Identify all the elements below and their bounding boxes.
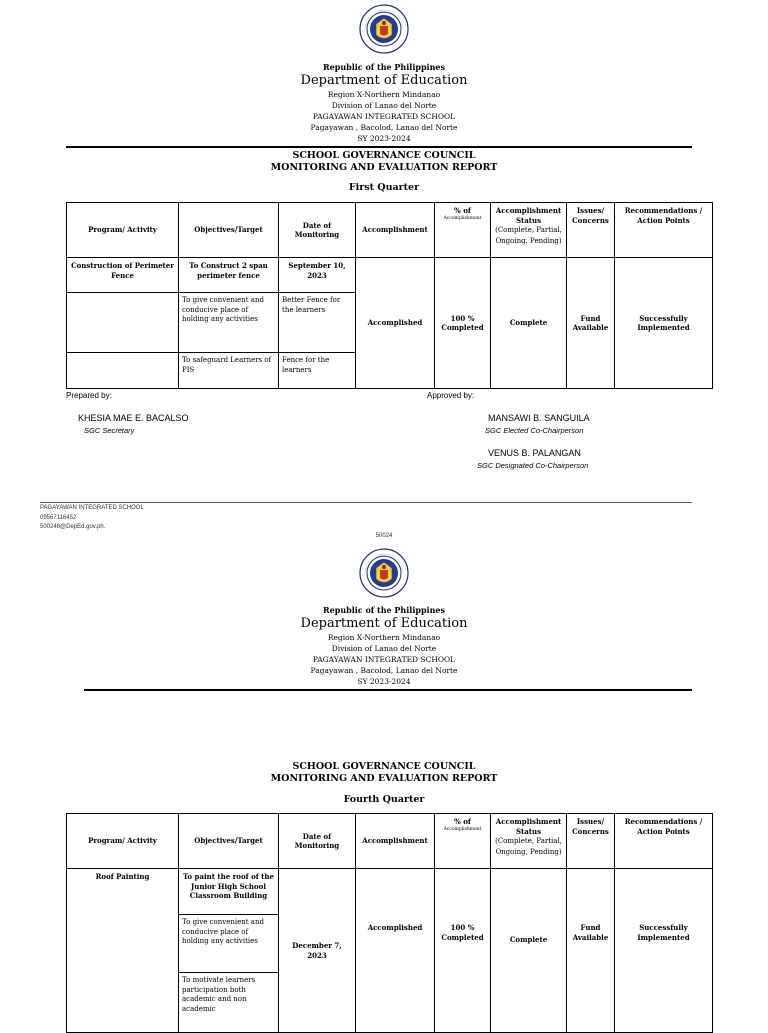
approved-by-label: Approved by: [427, 391, 475, 400]
sy-text: SY 2023-2024 [357, 677, 411, 686]
program-cell: Construction of Perimeter Fence [67, 258, 179, 293]
table-row [67, 869, 713, 915]
col-status-sub: (Complete, Partial, Ongoing, Pending) [495, 837, 562, 856]
letterhead [0, 62, 768, 144]
footer-contact [40, 504, 144, 533]
col-status-main: Accomplishment Status [495, 817, 562, 836]
letterhead [0, 605, 768, 687]
col-percent-small: Accomplishment [443, 826, 482, 832]
school-text: PAGAYAWAN INTEGRATED SCHOOL [312, 655, 456, 664]
date-cell: December 7, 2023 [279, 869, 356, 1033]
date-cell: Better Fence for the learners [279, 293, 356, 353]
header-rule [66, 146, 692, 147]
approved1-role: SGC Elected Co-Chairperson [485, 426, 584, 435]
col-status-main: Accomplishment Status [495, 206, 562, 225]
status-cell: Complete [491, 258, 567, 389]
col-date: Date of Monitoring [279, 814, 356, 869]
col-issues: Issues/ Concerns [567, 814, 615, 869]
prepared-name: KHESIA MAE E. BACALSO [78, 413, 189, 423]
col-program: Program/ Activity [67, 814, 179, 869]
prepared-by-label: Prepared by: [66, 391, 112, 400]
deped-seal-icon [359, 548, 409, 598]
col-objectives: Objectives/Target [179, 814, 279, 869]
q4-report-table [66, 813, 713, 1033]
report-title-line-2: MONITORING AND EVALUATION REPORT [270, 162, 498, 173]
report-title-line-1: SCHOOL GOVERNANCE COUNCIL [292, 150, 476, 161]
col-accomplishment: Accomplishment [356, 203, 435, 258]
prepared-role: SGC Secretary [84, 426, 135, 435]
division-text: Division of Lanao del Norte [331, 644, 437, 653]
objective-cell: To safeguard Learners of PIS [179, 353, 279, 389]
col-date: Date of Monitoring [279, 203, 356, 258]
address-text: Pagayawan , Bacolod, Lanao del Norte [310, 666, 458, 675]
date-cell: Fence for the learners [279, 353, 356, 389]
program-cell-empty [67, 353, 179, 389]
report-title-line-1: SCHOOL GOVERNANCE COUNCIL [292, 761, 476, 772]
col-percent-small: Accomplishment [443, 215, 482, 221]
footer-email: 500248@DepEd.gov.ph. [40, 524, 106, 530]
issues-cell: Fund Available [567, 869, 615, 1033]
col-status [491, 203, 567, 258]
accomplishment-cell: Accomplished [356, 869, 435, 1033]
col-recommendations: Recommendations / Action Points [615, 203, 713, 258]
footer-rule [40, 502, 692, 503]
percent-cell: 100 % Completed [435, 869, 491, 1033]
deped-seal-icon [359, 4, 409, 54]
footer-phone: 09567116452 [40, 514, 77, 521]
col-status-sub: (Complete, Partial, Ongoing, Pending) [495, 226, 562, 245]
region-text: Region X-Northern Mindanao [327, 90, 441, 99]
page-number: 50024 [375, 533, 393, 539]
table-header-row [67, 814, 713, 869]
approved1-name: MANSAWI B. SANGUILA [488, 413, 590, 423]
report-title [0, 761, 768, 785]
col-program: Program/ Activity [67, 203, 179, 258]
percent-cell: 100 % Completed [435, 258, 491, 389]
col-objectives: Objectives/Target [179, 203, 279, 258]
republic-text: Republic of the Philippines [322, 62, 445, 72]
page-2 [0, 540, 768, 1024]
col-percent [435, 814, 491, 869]
col-recommendations: Recommendations / Action Points [615, 814, 713, 869]
date-cell: September 10, 2023 [279, 258, 356, 293]
recommendation-cell: Successfully Implemented [615, 869, 713, 1033]
approved2-role: SGC Designated Co-Chairperson [477, 461, 589, 470]
region-text: Region X-Northern Mindanao [327, 633, 441, 642]
department-text: Department of Education [300, 616, 468, 631]
address-text: Pagayawan , Bacolod, Lanao del Norte [310, 123, 458, 132]
col-accomplishment: Accomplishment [356, 814, 435, 869]
report-title-line-2: MONITORING AND EVALUATION REPORT [270, 773, 498, 784]
approved2-name: VENUS B. PALANGAN [488, 448, 581, 458]
footer-school: PAGAYAWAN INTEGRATED SCHOOL [40, 505, 144, 511]
program-cell: Roof Painting [67, 869, 179, 1033]
table-header-row [67, 203, 713, 258]
department-text: Department of Education [300, 73, 468, 88]
objective-cell: To Construct 2 span perimeter fence [179, 258, 279, 293]
recommendation-cell: Successfully Implemented [615, 258, 713, 389]
republic-text: Republic of the Philippines [322, 605, 445, 615]
division-text: Division of Lanao del Norte [331, 101, 437, 110]
objective-cell: To motivate learners participation both academic and non academic [179, 973, 279, 1033]
report-title [0, 150, 768, 174]
header-rule [84, 689, 692, 690]
col-percent-main: % of [454, 817, 471, 826]
q1-report-table [66, 202, 713, 389]
quarter-title: Fourth Quarter [343, 794, 425, 805]
objective-cell: To give convenient and conducive place of holding any activities [179, 293, 279, 353]
quarter-title: First Quarter [348, 182, 420, 193]
col-issues: Issues/ Concerns [567, 203, 615, 258]
program-cell-empty [67, 293, 179, 353]
col-status [491, 814, 567, 869]
col-percent [435, 203, 491, 258]
col-percent-main: % of [454, 206, 471, 215]
status-cell: Complete [491, 869, 567, 1033]
objective-cell: To paint the roof of the Junior High School Classroom Building [179, 869, 279, 915]
school-text: PAGAYAWAN INTEGRATED SCHOOL [312, 112, 456, 121]
objective-cell: To give convenient and conducive place of holding any activities [179, 915, 279, 973]
accomplishment-cell: Accomplished [356, 258, 435, 389]
issues-cell: Fund Available [567, 258, 615, 389]
sy-text: SY 2023-2024 [357, 134, 411, 143]
table-row [67, 258, 713, 293]
